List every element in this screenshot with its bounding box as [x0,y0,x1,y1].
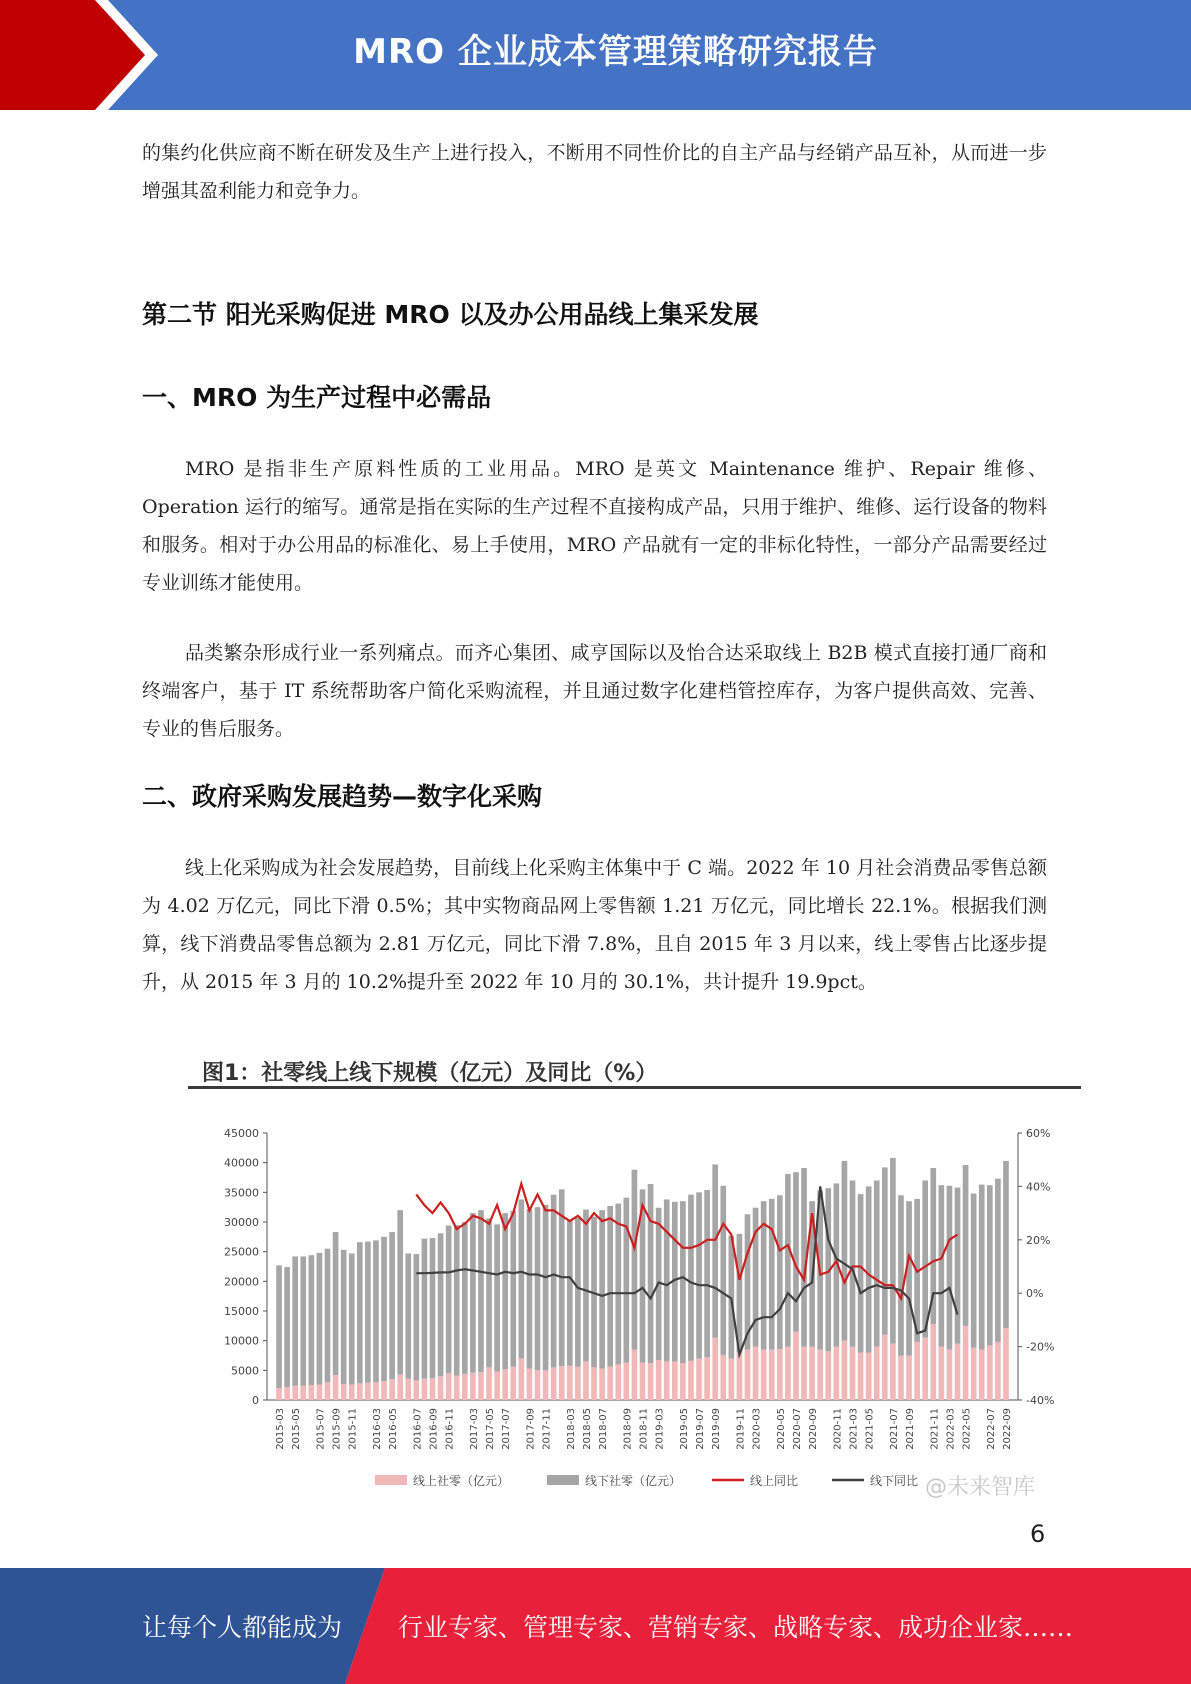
bar-offline [543,1205,549,1371]
bar-offline [325,1249,331,1383]
bar-online [906,1356,912,1401]
x-tick-label: 2020-03 [751,1408,763,1450]
left-tick-label: 30000 [224,1216,259,1229]
bar-online [656,1360,662,1400]
bar-online [486,1367,492,1400]
x-tick-label: 2019-11 [735,1408,747,1450]
x-tick-label: 2018-07 [598,1408,610,1450]
x-tick-label: 2018-05 [581,1408,593,1450]
bar-online [680,1363,686,1400]
bar-offline [688,1195,694,1361]
bar-online [559,1366,565,1400]
bar-offline [987,1185,993,1345]
bar-online [785,1347,791,1400]
bar-online [963,1326,969,1400]
bar-online [793,1332,799,1400]
bar-offline [632,1170,638,1350]
bar-offline [389,1232,395,1379]
bar-offline [664,1199,670,1361]
watermark: @未来智库 [925,1475,1036,1500]
bar-online [438,1376,444,1400]
retail-chart [190,1110,1090,1510]
bar-online [809,1347,815,1400]
bar-offline [422,1239,428,1379]
bar-online [381,1381,387,1400]
bar-offline [898,1195,904,1355]
right-tick-label: 60% [1026,1127,1051,1140]
x-tick-label: 2017-05 [485,1408,497,1450]
bar-online [914,1342,920,1400]
x-tick-label: 2015-11 [347,1408,359,1450]
bar-offline [309,1255,315,1385]
bar-online [704,1357,710,1400]
subsection-heading-1: 一、MRO 为生产过程中必需品 [142,383,492,412]
bar-online [761,1350,767,1400]
bar-online [494,1372,500,1400]
bar-offline [906,1201,912,1355]
bar-offline [284,1267,290,1387]
bar-online [422,1379,428,1400]
bar-online [890,1344,896,1400]
bar-offline [462,1222,468,1374]
x-tick-label: 2020-11 [832,1408,844,1450]
bar-online [615,1364,621,1400]
bar-online [583,1361,589,1400]
bar-online [397,1374,403,1400]
bar-online [607,1367,613,1400]
bar-online [971,1348,977,1400]
x-tick-label: 2020-09 [808,1408,820,1450]
bar-offline [599,1210,605,1368]
x-tick-label: 2019-07 [695,1408,707,1450]
bar-online [995,1342,1001,1400]
bar-offline [381,1237,387,1381]
bar-offline [874,1180,880,1346]
bar-online [979,1350,985,1400]
x-tick-label: 2020-07 [791,1408,803,1450]
bar-online [1003,1328,1009,1400]
intro-paragraph: 的集约化供应商不断在研发及生产上进行投入，不断用不同性价比的自主产品与经销产品互补，从而进一步增强其盈利能力和竞争力。 [142,142,1047,202]
bar-offline [357,1242,363,1383]
bar-offline [1003,1161,1009,1328]
x-tick-label: 2019-03 [654,1408,666,1450]
x-tick-label: 2015-03 [275,1408,287,1450]
bar-offline [680,1201,686,1363]
bar-online [535,1370,541,1400]
bar-online [373,1382,379,1400]
bar-online [866,1353,872,1400]
bar-offline [995,1179,1001,1342]
bar-online [454,1376,460,1400]
bar-online [712,1338,718,1400]
bar-online [292,1386,298,1400]
page-number: 6 [1030,1520,1046,1548]
bar-online [898,1356,904,1401]
bar-online [745,1350,751,1400]
bar-offline [979,1185,985,1350]
x-tick-label: 2016-07 [412,1408,424,1450]
left-tick-label: 0 [252,1394,259,1407]
bar-online [834,1347,840,1400]
bar-online [317,1385,323,1400]
x-tick-label: 2022-05 [961,1408,973,1450]
x-tick-label: 2018-03 [565,1408,577,1450]
bar-online [882,1335,888,1400]
bar-online [947,1350,953,1400]
right-tick-label: 0% [1026,1287,1044,1301]
bar-offline [785,1174,791,1347]
x-tick-label: 2020-05 [775,1408,787,1450]
bar-offline [971,1194,977,1348]
bar-online [632,1350,638,1400]
x-tick-label: 2016-09 [428,1408,440,1450]
bar-online [737,1353,743,1400]
legend-label: 线下社零（亿元） [585,1474,682,1488]
bar-offline [769,1199,775,1350]
x-tick-label: 2021-05 [864,1408,876,1450]
bar-online [955,1344,961,1400]
legend-label: 线上社零（亿元） [413,1474,510,1488]
legend-swatch [547,1475,579,1485]
footer-slogan-left: 让每个人都能成为 [142,1613,343,1642]
bar-offline [519,1199,525,1358]
footer-slogan-right: 行业专家、管理专家、营销专家、战略专家、成功企业家…… [398,1613,1074,1642]
bar-online [648,1363,654,1400]
bar-offline [712,1164,718,1337]
bar-online [309,1385,315,1400]
bar-online [478,1372,484,1400]
bar-online [664,1361,670,1400]
bar-offline [615,1204,621,1365]
bar-online [325,1382,331,1400]
bar-online [688,1361,694,1400]
bar-offline [575,1218,581,1367]
bar-offline [494,1224,500,1371]
x-tick-label: 2019-05 [678,1408,690,1450]
bar-online [672,1361,678,1400]
legend-label: 线上同比 [750,1474,799,1488]
page-header [0,0,1191,110]
bar-offline [300,1256,306,1385]
bar-online [842,1341,848,1400]
subsection-heading-2: 二、政府采购发展趋势—数字化采购 [142,782,543,811]
bar-offline [373,1240,379,1382]
bar-offline [454,1225,460,1376]
x-tick-label: 2021-09 [905,1408,917,1450]
bar-online [405,1379,411,1400]
x-tick-label: 2022-07 [985,1408,997,1450]
bar-online [284,1387,290,1400]
bar-offline [922,1180,928,1337]
x-tick-label: 2022-09 [1001,1408,1013,1450]
bar-offline [438,1233,444,1376]
x-tick-label: 2017-09 [525,1408,537,1450]
bar-offline [793,1172,799,1332]
bar-online [300,1386,306,1400]
bar-offline [939,1185,945,1346]
bar-offline [648,1184,654,1363]
bar-offline [704,1190,710,1357]
bar-offline [890,1158,896,1344]
bar-online [470,1373,476,1400]
bar-online [930,1324,936,1400]
bar-offline [535,1207,541,1370]
left-tick-label: 10000 [224,1334,259,1348]
x-tick-label: 2016-03 [371,1408,383,1450]
left-tick-label: 15000 [224,1305,259,1318]
bar-online [720,1355,726,1400]
x-tick-label: 2017-07 [501,1408,513,1450]
bar-online [753,1347,759,1400]
left-tick-label: 40000 [224,1156,259,1170]
bar-offline [882,1167,888,1334]
x-tick-label: 2022-03 [945,1408,957,1450]
bar-online [502,1369,508,1400]
bar-online [357,1383,363,1400]
bar-online [389,1379,395,1400]
bar-offline [486,1218,492,1367]
right-tick-label: -40% [1026,1394,1055,1407]
bar-online [519,1358,525,1400]
bar-offline [510,1211,516,1367]
bar-offline [947,1186,953,1350]
bar-offline [955,1188,961,1344]
bar-online [510,1367,516,1400]
bar-offline [470,1213,476,1373]
bar-online [817,1350,823,1400]
x-tick-label: 2017-03 [468,1408,480,1450]
bar-online [777,1349,783,1400]
left-tick-label: 20000 [224,1275,259,1289]
bar-offline [963,1165,969,1326]
bar-offline [397,1210,403,1374]
figure-title: 图1：社零线上线下规模（亿元）及同比（%） [202,1061,658,1086]
bar-online [430,1378,436,1400]
bar-online [575,1367,581,1400]
bar-online [987,1345,993,1400]
bar-offline [583,1210,589,1362]
bar-online [858,1353,864,1400]
left-tick-label: 25000 [224,1245,259,1259]
x-tick-label: 2021-03 [848,1408,860,1450]
figure-divider [188,1086,1081,1089]
left-tick-label: 5000 [231,1364,259,1378]
bar-online [591,1367,597,1400]
bar-offline [777,1195,783,1349]
bar-online [462,1374,468,1400]
x-tick-label: 2016-05 [388,1408,400,1450]
bar-offline [349,1253,355,1384]
left-tick-label: 45000 [224,1127,259,1140]
bar-offline [430,1238,436,1378]
bar-offline [333,1232,339,1375]
bar-offline [276,1265,282,1388]
x-tick-label: 2021-07 [888,1408,900,1450]
x-tick-label: 2021-11 [929,1408,941,1450]
x-tick-label: 2016-11 [444,1408,456,1450]
bar-online [769,1350,775,1400]
bar-offline [446,1226,452,1374]
bar-online [939,1347,945,1400]
bar-online [365,1383,371,1400]
bar-offline [567,1221,573,1366]
paragraph-pain-points: 品类繁杂形成行业一系列痛点。而齐心集团、咸亨国际以及怡合达采取线上 B2B 模式直接打通厂商和终端客户，基于 IT 系统帮助客户简化采购流程，并且通过数字化建档管控库存，为客户提供高效、完善、专业的售后服务。 [142,642,1047,740]
bar-online [922,1338,928,1400]
x-tick-label: 2018-09 [622,1408,634,1450]
bar-online [640,1363,646,1400]
bar-online [567,1366,573,1400]
bar-online [333,1375,339,1400]
legend-swatch [375,1475,407,1485]
x-tick-label: 2018-11 [638,1408,650,1450]
bar-offline [317,1253,323,1385]
bar-offline [478,1210,484,1372]
bar-online [850,1347,856,1400]
bar-offline [607,1206,613,1367]
bar-offline [292,1256,298,1385]
bar-online [801,1347,807,1400]
bar-offline [866,1186,872,1352]
bar-offline [720,1186,726,1355]
page-footer [0,1568,1191,1684]
bar-online [729,1358,735,1400]
bar-online [696,1358,702,1400]
bar-online [414,1380,420,1400]
bar-online [276,1388,282,1400]
x-tick-label: 2015-07 [315,1408,327,1450]
bar-offline [696,1192,702,1358]
bar-online [341,1384,347,1400]
bar-offline [858,1194,864,1352]
paragraph-online-trend: 线上化采购成为社会发展趋势，目前线上化采购主体集中于 C 端。2022 年 10 月社会消费品零售总额为 4.02 万亿元，同比下滑 0.5%；其中实物商品网上零售额 1.21 万亿元，同比增长 22.1%。根据我们测算，线下消费品零售总额为 2.81 万亿元，同比下滑 7.8%，且自 2015 年 3 月以来，线上零售占比逐步提升，从 2015 年 3 月的 10.2%提升至 2022 年 10 月的 30.1%，共计提升 19.9pct。 [142,857,1047,993]
bar-online [446,1373,452,1400]
bar-online [551,1367,557,1400]
bar-offline [365,1242,371,1383]
bar-online [527,1369,533,1400]
legend-label: 线下同比 [870,1474,919,1488]
bar-offline [405,1253,411,1378]
left-tick-label: 35000 [224,1186,259,1200]
bar-online [874,1347,880,1400]
right-tick-label: 40% [1026,1180,1051,1194]
bar-offline [624,1198,630,1363]
bar-online [825,1351,831,1400]
bar-offline [551,1195,557,1368]
bar-online [543,1370,549,1400]
paragraph-mro-definition: MRO 是指非生产原料性质的工业用品。MRO 是英文 Maintenance 维护、Repair 维修、Operation 运行的缩写。通常是指在实际的生产过程不直接构成产品，只用于维护、维修、运行设备的物料和服务。相对于办公用品的标准化、易上手使用，MRO 产品就有一定的非标化特性，一部分产品需要经过专业训练才能使用。 [142,458,1047,594]
bar-offline [842,1161,848,1341]
report-title: MRO 企业成本管理策略研究报告 [353,32,878,72]
bar-offline [502,1213,508,1369]
section-title: 第二节 阳光采购促进 MRO 以及办公用品线上集采发展 [142,300,759,329]
bar-offline [850,1180,856,1346]
bar-online [624,1363,630,1400]
bar-offline [341,1250,347,1384]
x-tick-label: 2019-09 [711,1408,723,1450]
x-tick-label: 2015-09 [331,1408,343,1450]
bar-offline [527,1209,533,1369]
bar-online [599,1369,605,1400]
right-tick-label: -20% [1026,1340,1055,1354]
bar-online [349,1385,355,1400]
x-tick-label: 2015-05 [291,1408,303,1450]
x-tick-label: 2017-11 [541,1408,553,1450]
right-tick-label: 20% [1026,1233,1051,1247]
